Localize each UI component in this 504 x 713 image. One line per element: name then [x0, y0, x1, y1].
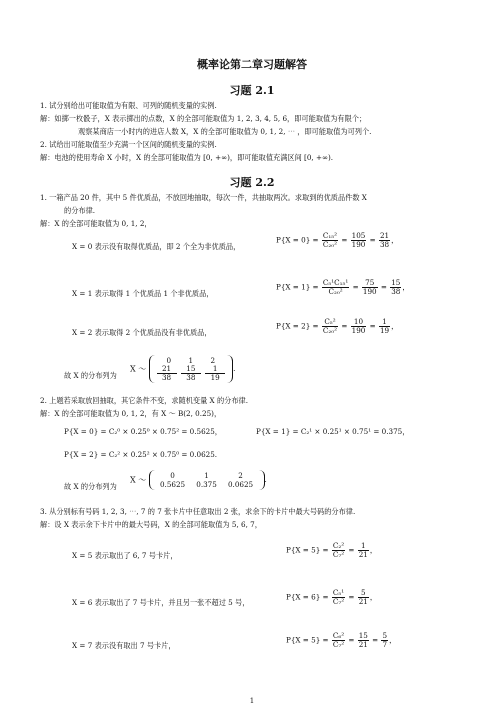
- x5-description: X = 5 表示取出了 6, 7 号卡片，: [72, 551, 178, 560]
- page-number: 1: [249, 697, 255, 705]
- p-x1-formula: P{X = 1} = $\frac{\text{C₅¹C₁₅¹}}{\text{C₂₀²}}$ = $\frac{75}{190}$ = $\frac{15}{38}$ ，: [276, 278, 410, 296]
- binom-p2: P{X = 2} = C₂² × 0.25² × 0.75⁰ = 0.0625.: [64, 450, 218, 459]
- x7-description: X = 7 表示没有取出 7 号卡片，: [72, 641, 176, 650]
- s2-question-2: 2. 上题若采取放回抽取，其它条件不变，求随机变量 X 的分布律.: [40, 396, 248, 405]
- binom-p0: P{X = 0} = C₂⁰ × 0.25⁰ × 0.75² = 0.5625，: [64, 427, 222, 436]
- section-heading-2-1: 习题 2.1: [229, 84, 275, 97]
- s2-question-1: 1. 一箱产品 20 件，其中 5 件优质品，不放回地抽取，每次一件，共抽取两次。求取到的优质品件数 X: [40, 193, 367, 202]
- binom-p1: P{X = 1} = C₂¹ × 0.25¹ × 0.75¹ = 0.375，: [256, 427, 410, 436]
- x2-description: X = 2 表示取得 2 个优质品没有非优质品，: [72, 328, 212, 337]
- x1-description: X = 1 表示取得 1 个优质品 1 个非优质品，: [72, 289, 214, 298]
- s2-answer-2: 解：X 的全部可能取值为 0, 1, 2，有 X ～ B(2, 0.25)，: [40, 409, 222, 418]
- section-heading-2-2: 习题 2.2: [229, 176, 275, 189]
- p-x0-formula: P{X = 0} = $\frac{\text{C₁₅²}}{\text{C₂₀²}}$ = $\frac{105}{190}$ = $\frac{21}{38}$ ，: [276, 231, 399, 249]
- x0-description: X = 0 表示没有取得优质品，即 2 个全为非优质品，: [72, 242, 241, 251]
- dist2-label: 故 X 的分布列为: [64, 482, 117, 491]
- s2-answer-1: 解：X 的全部可能取值为 0, 1, 2，: [40, 219, 152, 228]
- s1-question-2: 2. 试给出可能取值至少充满一个区间的随机变量的实例.: [40, 140, 217, 149]
- dist1-label: 故 X 的分布列为: [64, 371, 117, 380]
- p-x2-formula: P{X = 2} = $\frac{\text{C₅²}}{\text{C₂₀²}}$ = $\frac{10}{190}$ = $\frac{1}{19}$ ，: [276, 317, 399, 335]
- p-x6-formula: P{X = 6} = $\frac{\text{C₅¹}}{\text{C₇²}}$ = $\frac{5}{21}$ ，: [286, 588, 378, 606]
- p-x5-formula: P{X = 5} = $\frac{\text{C₂²}}{\text{C₇²}}$ = $\frac{1}{21}$ ，: [286, 541, 378, 559]
- x6-description: X = 6 表示取出了 7 号卡片，并且另一张不超过 5 号，: [72, 598, 250, 607]
- s2-answer-3: 解：设 X 表示余下卡片中的最大号码，X 的全部可能取值为 5, 6, 7，: [40, 520, 262, 529]
- s2-question-3: 3. 从分别标有号码 1, 2, 3, ⋯, 7 的 7 张卡片中任意取出 2 张，求余下的卡片中最大号码的分布律.: [40, 507, 356, 516]
- page-title: 概率论第二章习题解答: [197, 58, 307, 71]
- s2-question-1b: 的分布律.: [64, 206, 96, 215]
- s1-question-1: 1. 试分别给出可能取值为有限、可列的随机变量的实例.: [40, 101, 217, 110]
- p-x7-formula: P{X = 5} = $\frac{\text{C₆²}}{\text{C₇²}}$ = $\frac{15}{21}$ = $\frac{5}{7}$ ，: [286, 631, 397, 649]
- s1-answer-1: 解：如掷一枚骰子，X 表示掷出的点数，X 的全部可能取值为 1, 2, 3, 4, 5, 6，即可能取值为有限个；: [40, 114, 367, 123]
- s1-answer-2: 解：电池的使用寿命 X 小时，X 的全部可能取值为 [0, +∞)，即可能取值充满区间 [0, +∞).: [40, 153, 334, 162]
- dist1-matrix: X ～ 0 1 2 $\frac{21}{38}$ $\frac{15}{38}$ $\frac{1}{19}$ .: [130, 356, 236, 382]
- dist2-matrix: X ～ 0 1 2 0.5625 0.375 0.0625 .: [130, 471, 267, 489]
- s1-answer-1b: 观察某商店一小时内的进店人数 X，X 的全部可能取值为 0, 1, 2, ⋯ ，即可能取值为可列个.: [78, 127, 372, 136]
